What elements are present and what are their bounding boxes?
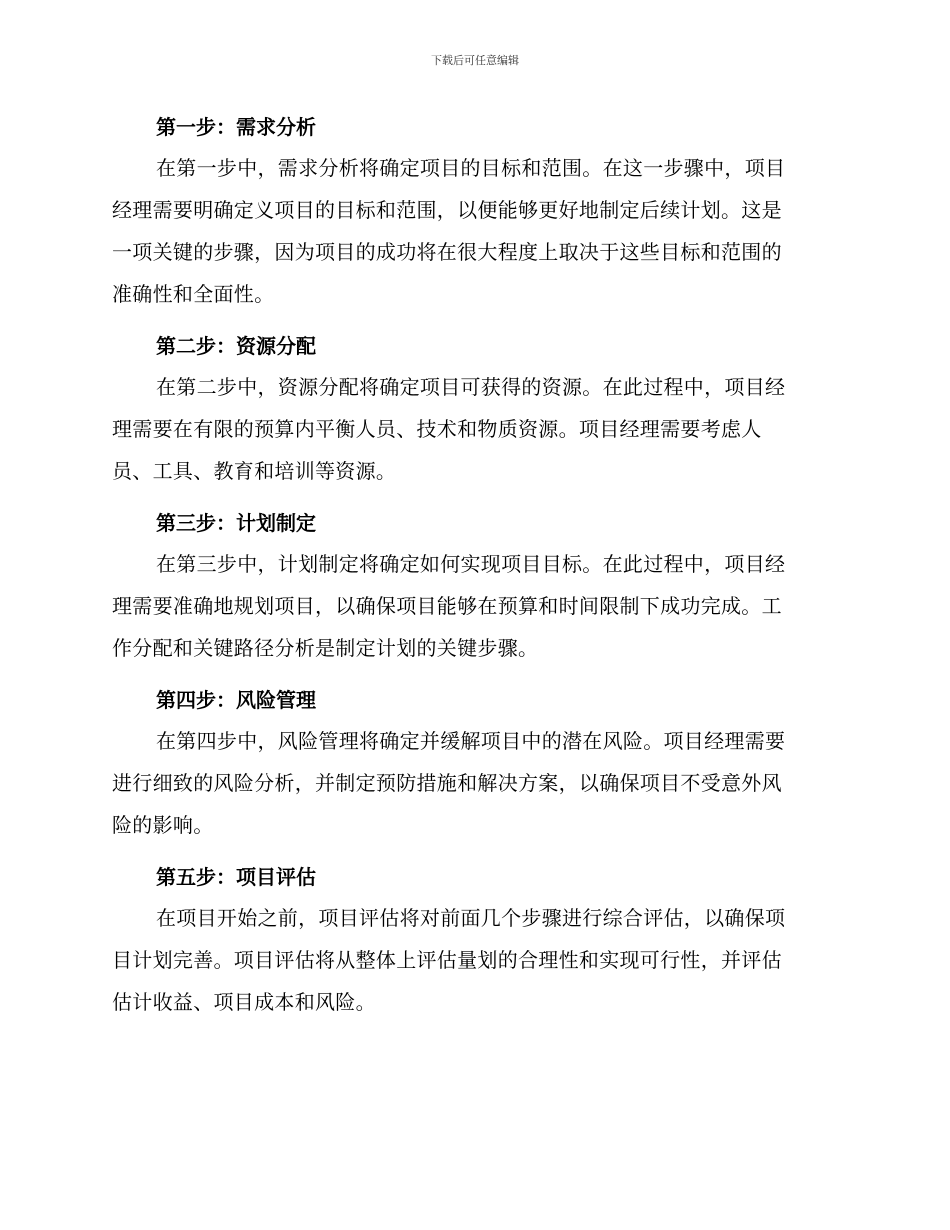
paragraph-line: 进行细致的风险分析，并制定预防措施和解决方案，以确保项目不受意外风 [112,771,782,795]
paragraph-line: 在第二步中，资源分配将确定项目可获得的资源。在此过程中，项目经 [156,375,786,399]
paragraph-line: 险的影响。 [112,813,214,837]
paragraph-line: 在项目开始之前，项目评估将对前面几个步骤进行综合评估，以确保项 [156,906,786,930]
paragraph-line: 在第三步中，计划制定将确定如何实现项目目标。在此过程中，项目经 [156,552,786,576]
paragraph-line: 在第一步中，需求分析将确定项目的目标和范围。在这一步骤中，项目 [156,156,786,180]
section-heading: 第四步：风险管理 [156,688,316,712]
paragraph-line: 理需要在有限的预算内平衡人员、技术和物质资源。项目经理需要考虑人 [112,417,762,441]
section-heading: 第五步：项目评估 [156,865,316,889]
paragraph-line: 作分配和关键路径分析是制定计划的关键步骤。 [112,636,539,660]
section-paragraph [112,543,830,669]
section-risk-management [112,680,830,846]
section-heading: 第二步：资源分配 [156,334,316,358]
section-paragraph [112,147,830,315]
section-requirements-analysis [112,107,830,315]
section-paragraph [112,720,830,846]
section-heading: 第三步：计划制定 [156,511,316,535]
section-paragraph [112,897,830,1023]
section-paragraph [112,366,830,492]
paragraph-line: 经理需要明确定义项目的目标和范围，以便能够更好地制定后续计划。这是 [112,198,782,222]
section-planning [112,503,830,669]
page-header: 下载后可任意编辑 [431,54,519,67]
section-heading: 第一步：需求分析 [156,115,316,139]
paragraph-line: 员、工具、教育和培训等资源。 [112,459,397,483]
section-project-evaluation [112,857,830,1023]
paragraph-line: 在第四步中，风险管理将确定并缓解项目中的潜在风险。项目经理需要 [156,729,786,753]
paragraph-line: 理需要准确地规划项目，以确保项目能够在预算和时间限制下成功完成。工 [112,594,782,618]
section-resource-allocation [112,326,830,492]
paragraph-line: 目计划完善。项目评估将从整体上评估量划的合理性和实现可行性，并评估 [112,948,782,972]
document-body [112,107,830,1034]
paragraph-line: 准确性和全面性。 [112,282,275,306]
paragraph-line: 估计收益、项目成本和风险。 [112,990,376,1014]
paragraph-line: 一项关键的步骤，因为项目的成功将在很大程度上取决于这些目标和范围的 [112,240,782,264]
